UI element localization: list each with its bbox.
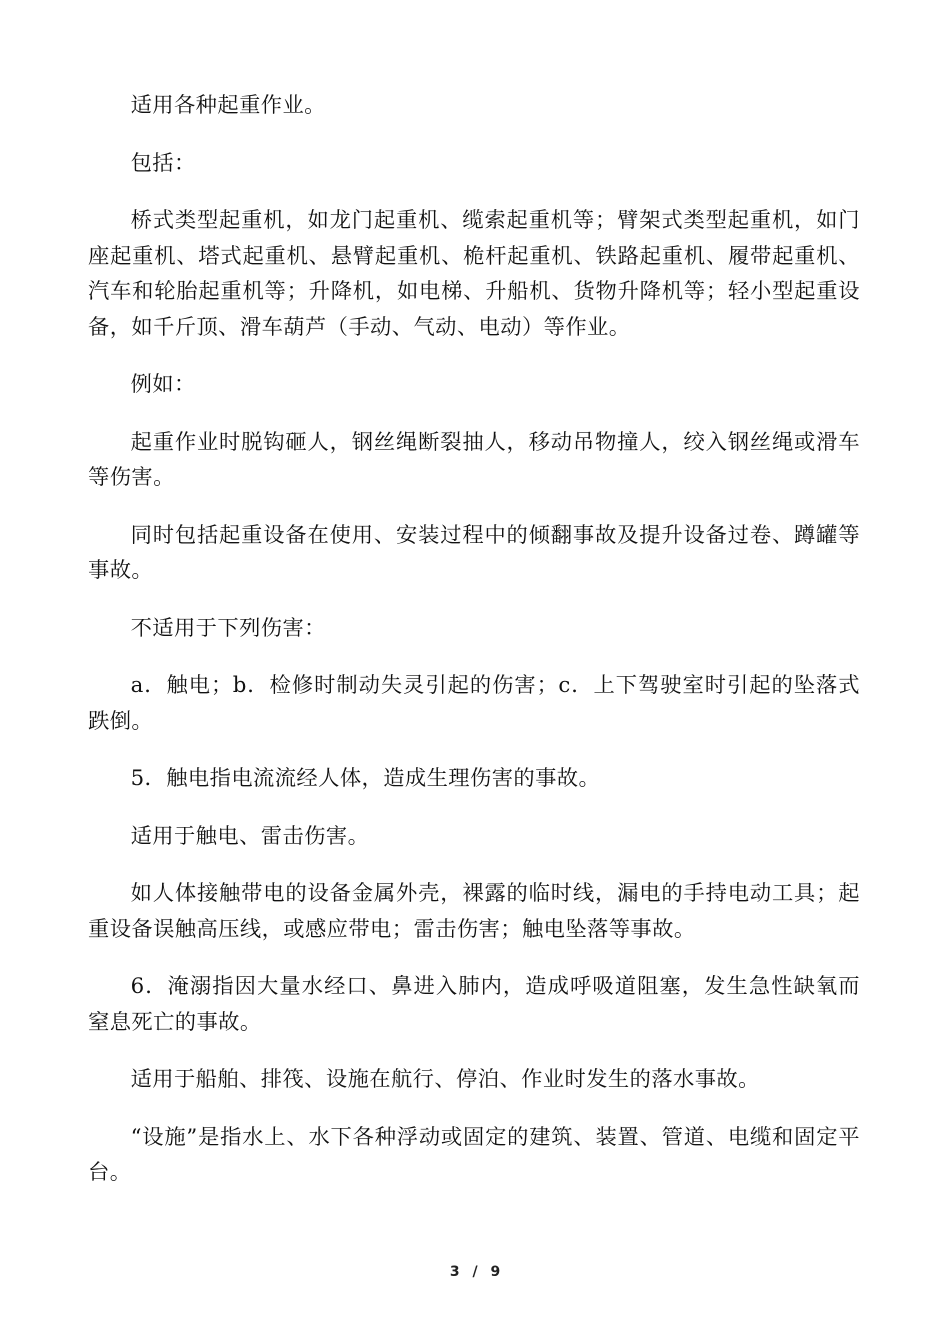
paragraph: 适用各种起重作业。 <box>130 93 326 118</box>
paragraph: 不适用于下列伤害： <box>130 615 326 641</box>
paragraph: “设施”是指水上、水下各种浮动或固定的建筑、装置、管道、电缆和固定平台。 <box>88 1124 860 1185</box>
paragraph: 包括： <box>130 150 196 176</box>
paragraph: 如人体接触带电的设备金属外壳，裸露的临时线，漏电的手持电动工具；起重设备误触高压线，或感应带电；雷击伤害；触电坠落等事故。 <box>88 881 860 942</box>
paragraph: a．触电；b．检修时制动失灵引起的伤害；c．上下驾驶室时引起的坠落式跌倒。 <box>88 673 860 734</box>
paragraph: 6．淹溺指因大量水经口、鼻进入肺内，造成呼吸道阻塞，发生急性缺氧而窒息死亡的事故。 <box>88 974 860 1035</box>
current-page-number: 3 <box>449 1264 460 1280</box>
page-number <box>0 1264 950 1280</box>
document-body <box>88 88 860 1213</box>
paragraph: 桥式类型起重机，如龙门起重机、缆索起重机等；臂架式类型起重机，如门座起重机、塔式起重机、悬臂起重机、桅杆起重机、铁路起重机、履带起重机、汽车和轮胎起重机等；升降机，如电梯、升船机、货物升降机等；轻小型起重设备，如千斤顶、滑车葫芦（手动、气动、电动）等作业。 <box>88 208 860 340</box>
paragraph: 适用于船舶、排筏、设施在航行、停泊、作业时发生的落水事故。 <box>130 1067 760 1092</box>
paragraph: 起重作业时脱钩砸人，钢丝绳断裂抽人，移动吊物撞人，绞入钢丝绳或滑车等伤害。 <box>88 429 860 490</box>
total-page-count: 9 <box>490 1264 501 1280</box>
paragraph: 同时包括起重设备在使用、安装过程中的倾翻事故及提升设备过卷、蹲罐等事故。 <box>88 522 860 583</box>
paragraph: 例如： <box>130 372 196 397</box>
paragraph: 5．触电指电流流经人体，造成生理伤害的事故。 <box>130 766 601 791</box>
page-separator: / <box>472 1264 478 1280</box>
paragraph: 适用于触电、雷击伤害。 <box>130 823 370 849</box>
